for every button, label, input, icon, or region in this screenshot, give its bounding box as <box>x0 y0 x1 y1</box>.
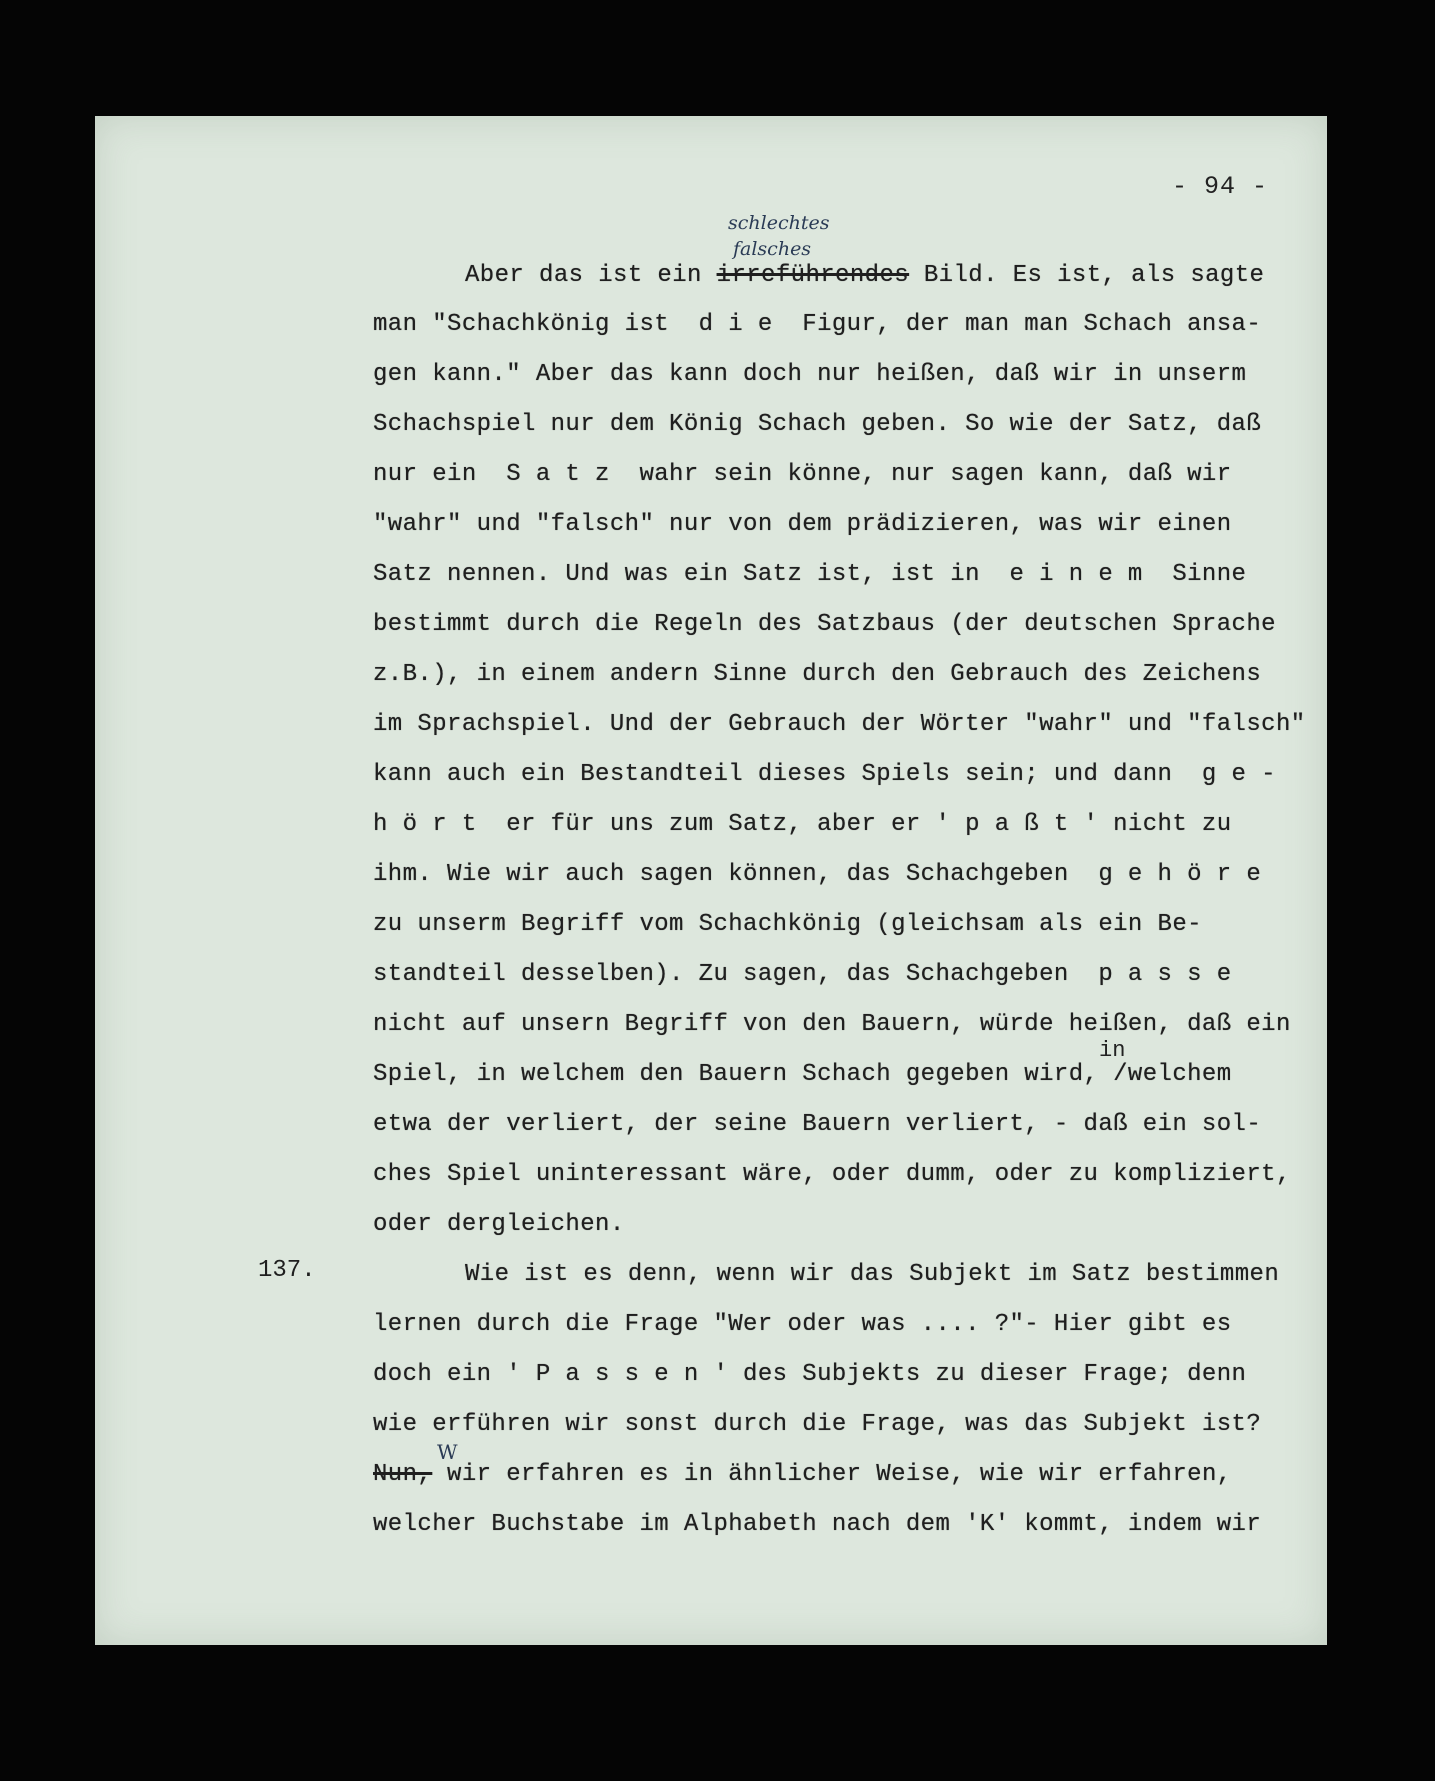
typed-insertion-in: in <box>1099 1038 1126 1063</box>
paragraph-number: 137. <box>258 1257 316 1284</box>
text-line: Schachspiel nur dem König Schach geben. So wie der Satz, daß <box>373 411 1262 438</box>
handwritten-annotation-falsches: falsches <box>733 238 812 260</box>
struck-word: irreführendes <box>716 262 910 289</box>
text-line: nicht auf unsern Begriff von den Bauern, würde heißen, daß ein <box>373 1011 1291 1038</box>
text-line: z.B.), in einem andern Sinne durch den Gebrauch des Zeichens <box>373 661 1262 688</box>
text-segment: Aber das ist ein <box>465 262 717 289</box>
text-line: bestimmt durch die Regeln des Satzbaus (der deutschen Sprache <box>373 611 1276 638</box>
struck-word: Nun, <box>373 1461 433 1488</box>
text-line: Satz nennen. Und was ein Satz ist, ist in e i n e m Sinne <box>373 561 1247 588</box>
text-line <box>373 1461 1232 1488</box>
text-line <box>465 262 1264 289</box>
text-line: h ö r t er für uns zum Satz, aber er ' p a ß t ' nicht zu <box>373 811 1232 838</box>
text-line: etwa der verliert, der seine Bauern verliert, - daß ein sol- <box>373 1111 1262 1138</box>
text-line: standteil desselben). Zu sagen, das Schachgeben p a s s e <box>373 961 1232 988</box>
text-line: Spiel, in welchem den Bauern Schach gegeben wird, /welchem <box>373 1061 1232 1088</box>
text-line: "wahr" und "falsch" nur von dem prädizieren, was wir einen <box>373 511 1232 538</box>
text-line: gen kann." Aber das kann doch nur heißen, daß wir in unserm <box>373 361 1247 388</box>
text-line: nur ein S a t z wahr sein könne, nur sagen kann, daß wir <box>373 461 1232 488</box>
text-line: ches Spiel uninteressant wäre, oder dumm, oder zu kompliziert, <box>373 1161 1291 1188</box>
text-line: man "Schachkönig ist d i e Figur, der man man Schach ansa- <box>373 311 1262 338</box>
text-segment: wir erfahren es in ähnlicher Weise, wie wir erfahren, <box>432 1461 1232 1488</box>
text-line: kann auch ein Bestandteil dieses Spiels sein; und dann g e - <box>373 761 1276 788</box>
text-line: doch ein ' P a s s e n ' des Subjekts zu dieser Frage; denn <box>373 1361 1247 1388</box>
text-segment: Bild. Es ist, als sagte <box>909 262 1265 289</box>
text-line: im Sprachspiel. Und der Gebrauch der Wörter "wahr" und "falsch" <box>373 711 1306 738</box>
text-line: lernen durch die Frage "Wer oder was .... ?"- Hier gibt es <box>373 1311 1232 1338</box>
handwritten-annotation-w: W <box>437 1440 458 1464</box>
page-number: - 94 - <box>1172 172 1269 201</box>
text-line: zu unserm Begriff vom Schachkönig (gleichsam als ein Be- <box>373 911 1202 938</box>
text-line: ihm. Wie wir auch sagen können, das Schachgeben g e h ö r e <box>373 861 1262 888</box>
text-line: welcher Buchstabe im Alphabeth nach dem 'K' kommt, indem wir <box>373 1511 1262 1538</box>
text-line: oder dergleichen. <box>373 1211 625 1238</box>
handwritten-annotation-schlechtes: schlechtes <box>728 212 830 234</box>
text-line: Wie ist es denn, wenn wir das Subjekt im Satz bestimmen <box>465 1261 1280 1288</box>
text-line: wie erführen wir sonst durch die Frage, was das Subjekt ist? <box>373 1411 1262 1438</box>
